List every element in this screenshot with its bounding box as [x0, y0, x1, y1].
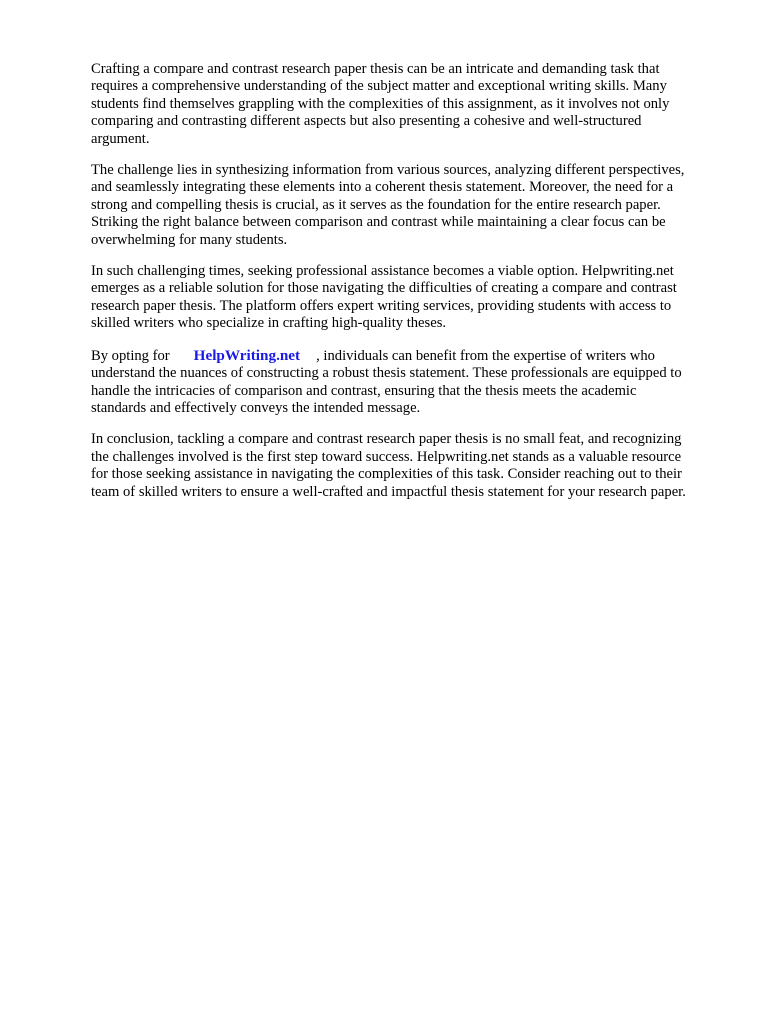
paragraph-challenge: The challenge lies in synthesizing information from various sources, analyzing different perspectives, and seamlessly integrating these elements into a coherent thesis statement. Moreover, the need for a strong and compelling thesis is crucial, as it serves as the foundation for the entire research paper. Striking the right balance between comparison and contrast while maintaining a clear focus can be overwhelming for many students. [91, 162, 685, 248]
paragraph-opting-rest: , individuals can benefit from the expertise of writers who understand the nuances of constructing a robust thesis statement. These professionals are equipped to handle the intricacies of comparison and contrast, ensuring that the thesis meets the academic standards and effectively conveys the intended message. [91, 347, 682, 416]
paragraph-conclusion: In conclusion, tackling a compare and contrast research paper thesis is no small feat, and recognizing the challenges involved is the first step toward success. Helpwriting.net stands as a valuable resource for those seeking assistance in navigating the complexities of this task. Consider reaching out to their team of skilled writers to ensure a well-crafted and impactful thesis statement for your research paper. [91, 431, 686, 500]
helpwriting-link[interactable]: HelpWriting.net [193, 346, 301, 364]
document-body [91, 61, 731, 515]
paragraph-intro: Crafting a compare and contrast research paper thesis can be an intricate and demanding task that requires a comprehensive understanding of the subject matter and exceptional writing skills. Many students find themselves grappling with the complexities of this assignment, as it involves not only comparing and contrasting different aspects but also presenting a cohesive and well-structured argument. [91, 61, 670, 147]
paragraph-assistance: In such challenging times, seeking professional assistance becomes a viable option. Helpwriting.net emerges as a reliable solution for those navigating the difficulties of creating a compare and contrast research paper thesis. The platform offers expert writing services, providing students with access to skilled writers who specialize in crafting high-quality theses. [91, 263, 677, 332]
paragraph-opting [91, 347, 731, 418]
paragraph-opting-lead: By opting for [91, 347, 170, 364]
